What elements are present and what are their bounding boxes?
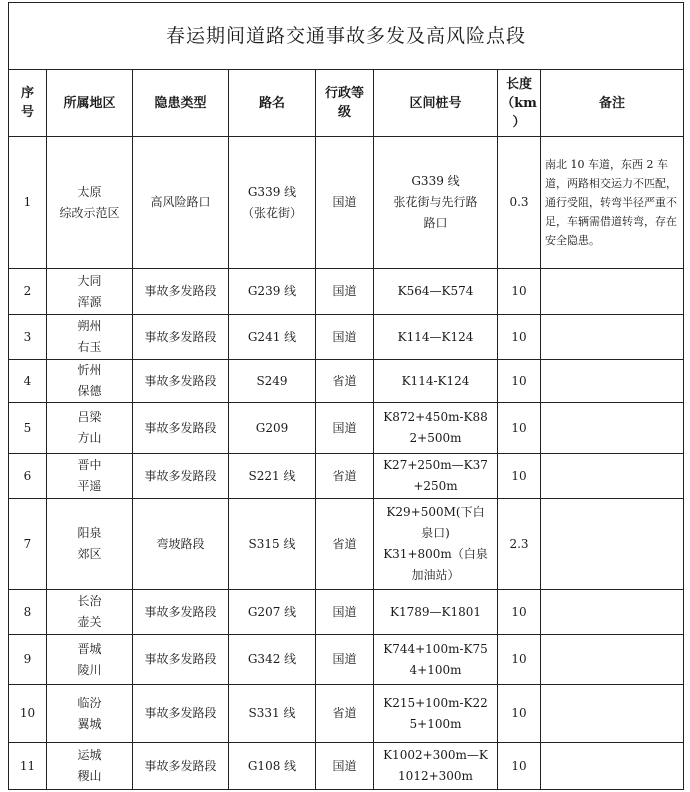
cell-road: G342 线 xyxy=(229,635,316,685)
cell-road: G207 线 xyxy=(229,590,316,635)
cell-region: 阳泉 郊区 xyxy=(47,499,133,590)
cell-hazard-type: 事故多发路段 xyxy=(133,360,229,403)
cell-region: 大同 浑源 xyxy=(47,269,133,315)
cell-remarks xyxy=(541,454,684,499)
cell-region: 晋中 平遥 xyxy=(47,454,133,499)
table-row xyxy=(9,454,684,499)
cell-hazard-type: 事故多发路段 xyxy=(133,403,229,454)
cell-length: 10 xyxy=(498,685,541,743)
cell-stake-range: K114—K124 xyxy=(374,315,498,360)
cell-admin-level: 国道 xyxy=(316,315,374,360)
cell-remarks xyxy=(541,403,684,454)
cell-hazard-type: 弯坡路段 xyxy=(133,499,229,590)
table-row xyxy=(9,499,684,590)
cell-hazard-type: 事故多发路段 xyxy=(133,743,229,790)
cell-length: 0.3 xyxy=(498,137,541,269)
cell-stake-range: K215+100m-K22 5+100m xyxy=(374,685,498,743)
cell-admin-level: 国道 xyxy=(316,403,374,454)
table-title: 春运期间道路交通事故多发及高风险点段 xyxy=(9,3,684,70)
header-hazard-type: 隐患类型 xyxy=(133,70,229,137)
cell-seq: 4 xyxy=(9,360,47,403)
cell-road: S221 线 xyxy=(229,454,316,499)
table-row xyxy=(9,137,684,269)
cell-seq: 8 xyxy=(9,590,47,635)
cell-road: S249 xyxy=(229,360,316,403)
header-length: 长度 （km ） xyxy=(498,70,541,137)
cell-hazard-type: 事故多发路段 xyxy=(133,685,229,743)
cell-remarks xyxy=(541,685,684,743)
header-road: 路名 xyxy=(229,70,316,137)
cell-seq: 11 xyxy=(9,743,47,790)
cell-stake-range: K744+100m-K75 4+100m xyxy=(374,635,498,685)
cell-region: 太原 综改示范区 xyxy=(47,137,133,269)
table-row xyxy=(9,315,684,360)
cell-remarks: 南北 10 车道，东西 2 车道，两路相交运力不匹配，通行受阻，转弯半径严重不足，车辆需借道转弯，存在安全隐患。 xyxy=(541,137,684,269)
cell-stake-range: K564—K574 xyxy=(374,269,498,315)
header-row xyxy=(9,70,684,137)
cell-stake-range: K29+500M(下白 泉口) K31+800m（白泉 加油站） xyxy=(374,499,498,590)
cell-length: 10 xyxy=(498,269,541,315)
cell-stake-range: K1002+300m—K 1012+300m xyxy=(374,743,498,790)
cell-hazard-type: 高风险路口 xyxy=(133,137,229,269)
cell-admin-level: 国道 xyxy=(316,590,374,635)
cell-remarks xyxy=(541,590,684,635)
cell-road: G209 xyxy=(229,403,316,454)
cell-seq: 2 xyxy=(9,269,47,315)
cell-region: 忻州 保德 xyxy=(47,360,133,403)
cell-admin-level: 省道 xyxy=(316,685,374,743)
cell-admin-level: 省道 xyxy=(316,499,374,590)
cell-stake-range: K27+250m—K37 +250m xyxy=(374,454,498,499)
cell-seq: 1 xyxy=(9,137,47,269)
cell-length: 10 xyxy=(498,743,541,790)
table-row xyxy=(9,360,684,403)
table-row xyxy=(9,269,684,315)
cell-hazard-type: 事故多发路段 xyxy=(133,454,229,499)
cell-region: 长治 壶关 xyxy=(47,590,133,635)
cell-admin-level: 国道 xyxy=(316,635,374,685)
cell-length: 2.3 xyxy=(498,499,541,590)
cell-length: 10 xyxy=(498,635,541,685)
cell-region: 运城 稷山 xyxy=(47,743,133,790)
cell-length: 10 xyxy=(498,454,541,499)
table-row xyxy=(9,743,684,790)
table-row xyxy=(9,635,684,685)
cell-region: 临汾 翼城 xyxy=(47,685,133,743)
cell-remarks xyxy=(541,743,684,790)
cell-stake-range: G339 线 张花街与先行路 路口 xyxy=(374,137,498,269)
cell-hazard-type: 事故多发路段 xyxy=(133,635,229,685)
header-remarks: 备注 xyxy=(541,70,684,137)
cell-hazard-type: 事故多发路段 xyxy=(133,269,229,315)
cell-length: 10 xyxy=(498,360,541,403)
header-admin-level: 行政等 级 xyxy=(316,70,374,137)
cell-remarks xyxy=(541,269,684,315)
cell-region: 吕梁 方山 xyxy=(47,403,133,454)
cell-seq: 9 xyxy=(9,635,47,685)
cell-remarks xyxy=(541,360,684,403)
hazard-table xyxy=(8,2,684,790)
cell-length: 10 xyxy=(498,403,541,454)
cell-region: 晋城 陵川 xyxy=(47,635,133,685)
cell-seq: 10 xyxy=(9,685,47,743)
cell-seq: 5 xyxy=(9,403,47,454)
cell-admin-level: 国道 xyxy=(316,743,374,790)
table-row xyxy=(9,590,684,635)
cell-remarks xyxy=(541,635,684,685)
cell-hazard-type: 事故多发路段 xyxy=(133,590,229,635)
cell-admin-level: 省道 xyxy=(316,454,374,499)
cell-stake-range: K872+450m-K88 2+500m xyxy=(374,403,498,454)
cell-seq: 7 xyxy=(9,499,47,590)
table-row xyxy=(9,403,684,454)
cell-road: G339 线 （张花街） xyxy=(229,137,316,269)
header-region: 所属地区 xyxy=(47,70,133,137)
cell-length: 10 xyxy=(498,590,541,635)
cell-remarks xyxy=(541,315,684,360)
cell-road: G108 线 xyxy=(229,743,316,790)
header-stake-range: 区间桩号 xyxy=(374,70,498,137)
cell-length: 10 xyxy=(498,315,541,360)
cell-stake-range: K114-K124 xyxy=(374,360,498,403)
header-seq: 序 号 xyxy=(9,70,47,137)
cell-admin-level: 国道 xyxy=(316,269,374,315)
cell-seq: 3 xyxy=(9,315,47,360)
cell-hazard-type: 事故多发路段 xyxy=(133,315,229,360)
cell-road: S315 线 xyxy=(229,499,316,590)
table-row xyxy=(9,685,684,743)
cell-remarks xyxy=(541,499,684,590)
cell-admin-level: 省道 xyxy=(316,360,374,403)
document-page xyxy=(8,2,683,790)
cell-region: 朔州 右玉 xyxy=(47,315,133,360)
cell-road: G241 线 xyxy=(229,315,316,360)
cell-seq: 6 xyxy=(9,454,47,499)
cell-admin-level: 国道 xyxy=(316,137,374,269)
cell-road: S331 线 xyxy=(229,685,316,743)
cell-road: G239 线 xyxy=(229,269,316,315)
cell-stake-range: K1789—K1801 xyxy=(374,590,498,635)
